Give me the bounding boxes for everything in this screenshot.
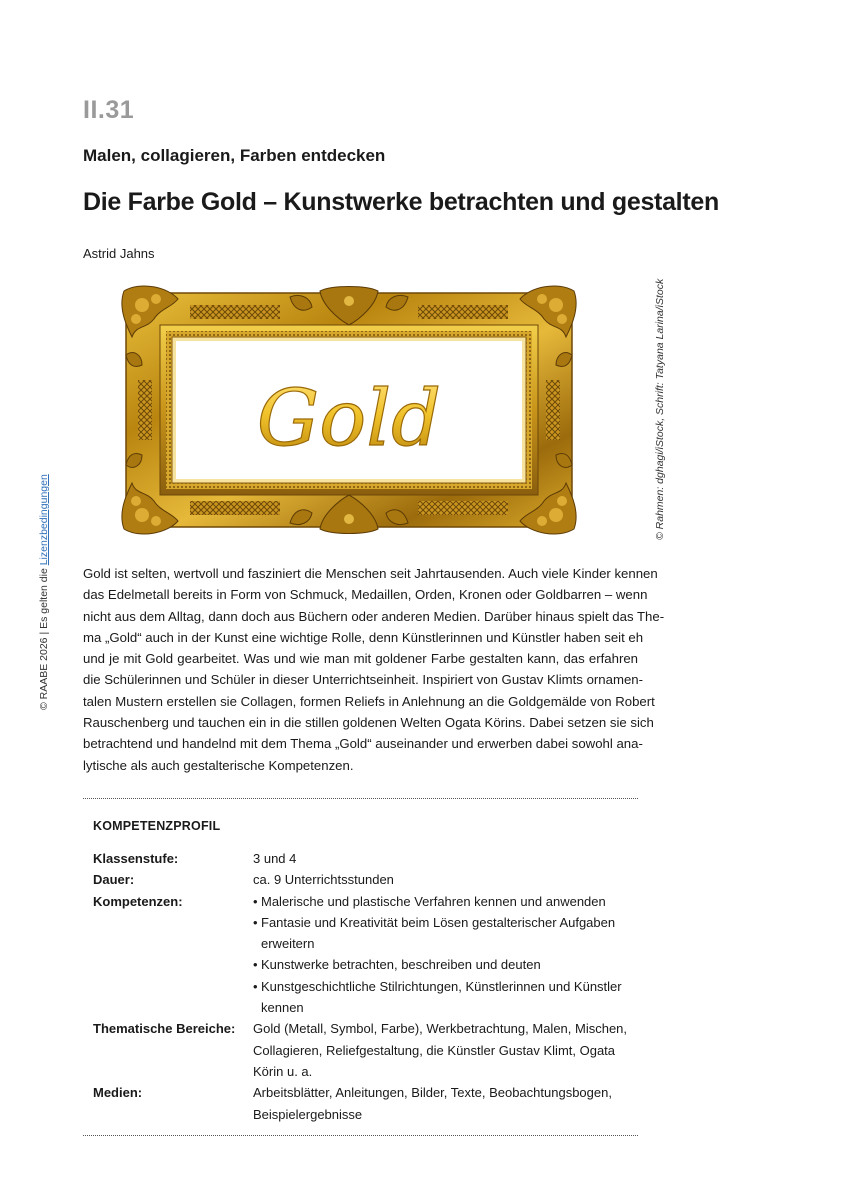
license-terms-link[interactable]: Lizenzbedingungen [38,474,50,566]
competence-item: • Kunstgeschichtliche Stilrichtungen, Künstlerinnen und Künstler kennen [253,976,638,1019]
profile-value: Gold (Metall, Symbol, Farbe), Werkbetrachtung, Malen, Mischen, Collagieren, Reliefgestaltung, die Künstler Gustav Klimt, Ogata Körin u. a. [253,1021,628,1079]
profile-heading: KOMPETENZPROFIL [93,819,221,833]
divider-bottom [83,1135,638,1136]
competence-profile [93,848,638,1125]
intro-line: das Edelmetall bereits in Form von Schmuck, Medaillen, Orden, Kronen oder Goldbarren – wenn [83,587,648,603]
intro-line: die Schülerinnen und Schüler in dieser Unterrichtseinheit. Inspiriert von Gustav Klimts ornamen- [83,672,644,688]
gold-frame-image [120,285,578,535]
profile-label: Thematische Bereiche: [93,1021,236,1037]
profile-label: Medien: [93,1085,143,1101]
intro-paragraph [83,563,665,776]
intro-line: Gold ist selten, wertvoll und fasziniert die Menschen seit Jahrtausenden. Auch viele Kinder kennen [83,566,658,581]
intro-line: nicht aus dem Alltag, dann doch aus Büchern oder anderen Medien. Darüber hinaus spielt das The- [83,608,665,624]
competence-item: • Malerische und plastische Verfahren kennen und anwenden [253,891,638,912]
page-title: Die Farbe Gold – Kunstwerke betrachten und gestalten [83,188,719,216]
intro-line: ma „Gold“ auch in der Kunst eine wichtige Rolle, denn Künstlerinnen und Künstler haben seit eh [83,629,644,645]
profile-value: 3 und 4 [253,851,297,866]
intro-line: und je mit Gold gearbeitet. Was und wie man mit goldener Farbe gestalten kann, das erfahren [83,651,638,667]
divider-top [83,798,638,799]
intro-line: Rauschenberg und tauchen ein in die stillen goldenen Welten Ogata Körins. Dabei setzen sie sich [83,715,654,731]
profile-row-grade [93,848,638,869]
author: Astrid Jahns [83,246,155,261]
image-credit: © Rahmen: dghagi/iStock, Schrift: Tatyana Larina/iStock [654,278,666,540]
gold-script-text: Gold [256,374,442,464]
profile-value: Arbeitsblätter, Anleitungen, Bilder, Texte, Beobachtungsbogen, Beispielergebnisse [253,1085,612,1122]
profile-label: Klassenstufe: [93,851,179,866]
series-title: Malen, collagieren, Farben entdecken [83,146,386,165]
section-number: II.31 [83,96,135,124]
profile-label: Dauer: [93,872,135,888]
profile-row-competences [93,891,638,1019]
profile-value: ca. 9 Unterrichtsstunden [253,872,394,888]
license-notice [38,474,50,710]
competence-item: • Fantasie und Kreativität beim Lösen gestalterischer Aufgaben erweitern [253,912,638,955]
intro-line: betrachtend und handelnd mit dem Thema „Gold“ auseinander und erwerben dabei sowohl ana- [83,736,643,752]
license-notice-text: © RAABE 2026 | Es gelten die [38,565,50,710]
intro-line: lytische als auch gestalterische Kompetenzen. [83,757,354,773]
profile-row-topics [93,1018,638,1082]
profile-value [253,891,638,1019]
profile-row-duration [93,869,638,890]
competence-list [253,891,638,1019]
gold-frame-illustration [120,285,578,535]
competence-item: • Kunstwerke betrachten, beschreiben und deuten [253,954,638,975]
profile-row-media [93,1082,638,1125]
profile-label: Kompetenzen: [93,893,183,909]
intro-line: talen Mustern erstellen sie Collagen, formen Reliefs in Anlehnung an die Goldgemälde von Robert [83,693,655,709]
